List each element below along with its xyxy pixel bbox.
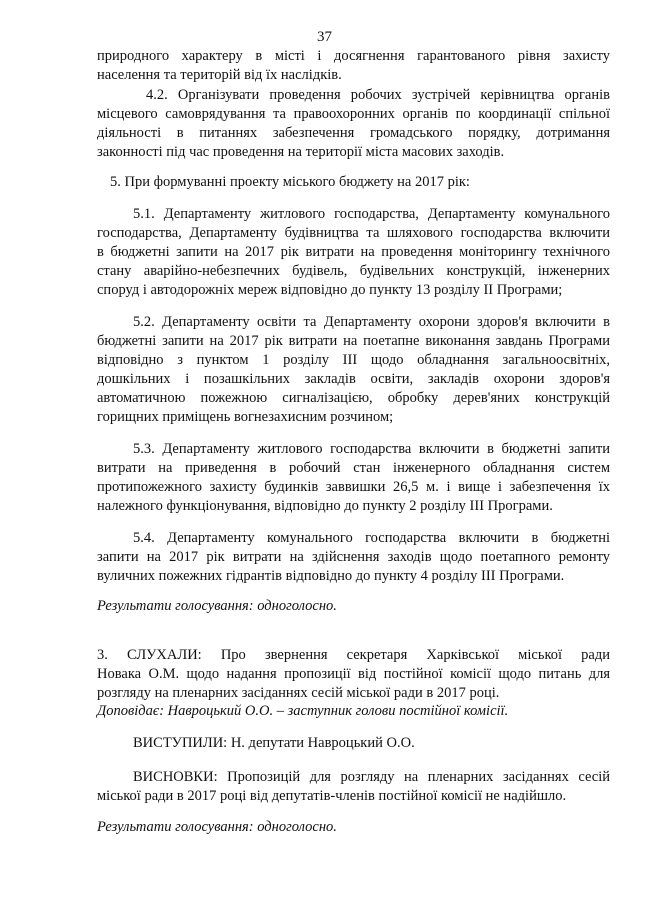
text-line: місцевого самоврядування та правоохоронних органів по координації спільної — [97, 106, 610, 122]
conclusions-line: ВИСНОВКИ: Пропозицій для розгляду на пленарних засіданнях сесій — [133, 769, 610, 785]
text-line: діяльності в питаннях забезпечення громадського порядку, дотримання — [97, 125, 610, 141]
text-line: протипожежного захисту будинків заввишки 26,5 м. і вище і забезпечення їх — [97, 479, 610, 495]
page-number: 37 — [317, 29, 332, 45]
speaker-line: Доповідає: Навроцький О.О. – заступник голови постійної комісії. — [97, 703, 509, 719]
text-line: міської ради в 2017 році від депутатів-членів постійної комісії не надійшло. — [97, 788, 567, 804]
text-line: 5.1. Департаменту житлового господарства, Департаменту комунального — [133, 206, 610, 222]
text-line: розгляду на пленарних засіданнях сесій міської ради в 2017 році. — [97, 685, 500, 701]
text-line: господарства, Департаменту будівництва та шляхового господарства включити — [97, 225, 610, 241]
voting-results: Результати голосування: одноголосно. — [97, 819, 337, 835]
section-heading: 5. При формуванні проекту міського бюджету на 2017 рік: — [110, 174, 470, 190]
text-line: 5.3. Департаменту житлового господарства включити в бюджетні запити — [133, 441, 610, 457]
text-line: горищних приміщень вогнезахисним розчином; — [97, 409, 394, 425]
text-line: в бюджетні запити на 2017 рік витрати на проведення моніторингу технічного — [97, 244, 610, 260]
text-line: природного характеру в місті і досягнення гарантованого рівня захисту — [97, 48, 610, 64]
text-line: відповідно з пунктом 1 розділу ІІІ щодо обладнання загальноосвітніх, — [97, 352, 610, 368]
speakers-line: ВИСТУПИЛИ: Н. депутати Навроцький О.О. — [133, 735, 415, 751]
text-line: Новака О.М. щодо надання пропозиції від постійної комісії щодо питань для — [97, 666, 610, 682]
text-line: бюджетні запити на 2017 рік витрати на поетапне виконання завдань Програми — [97, 333, 610, 349]
text-line: дошкільних і позашкільних закладів освіти, закладів охорони здоров'я — [97, 371, 610, 387]
text-line: стану аварійно-небезпечних будівель, будівельних конструкцій, інженерних — [97, 263, 610, 279]
text-line: витрати на приведення в робочий стан інженерного обладнання систем — [97, 460, 610, 476]
text-line: вуличних пожежних гідрантів відповідно до пункту 4 розділу ІІІ Програми. — [97, 568, 565, 584]
text-line: запити на 2017 рік витрати на здійснення заходів щодо поетапного ремонту — [97, 549, 610, 565]
text-line: населення та територій від їх наслідків. — [97, 67, 342, 83]
text-line: законності під час проведення на території міста масових заходів. — [97, 144, 505, 160]
text-line: споруд і автодорожніх мереж відповідно до пункту 13 розділу ІІ Програми; — [97, 282, 563, 298]
text-line: 5.4. Департаменту комунального господарства включити в бюджетні — [133, 530, 610, 546]
text-line: 4.2. Організувати проведення робочих зустрічей керівництва органів — [146, 87, 610, 103]
text-line: автоматичною пожежною сигналізацією, обробку дерев'яних конструкцій — [97, 390, 610, 406]
text-line: належного функціонування, відповідно до пункту 2 розділу ІІІ Програми. — [97, 498, 553, 514]
agenda-item-heading: 3. СЛУХАЛИ: Про звернення секретаря Харківської міської ради — [97, 647, 610, 663]
voting-results: Результати голосування: одноголосно. — [97, 598, 337, 614]
text-line: 5.2. Департаменту освіти та Департаменту охорони здоров'я включити в — [133, 314, 610, 330]
